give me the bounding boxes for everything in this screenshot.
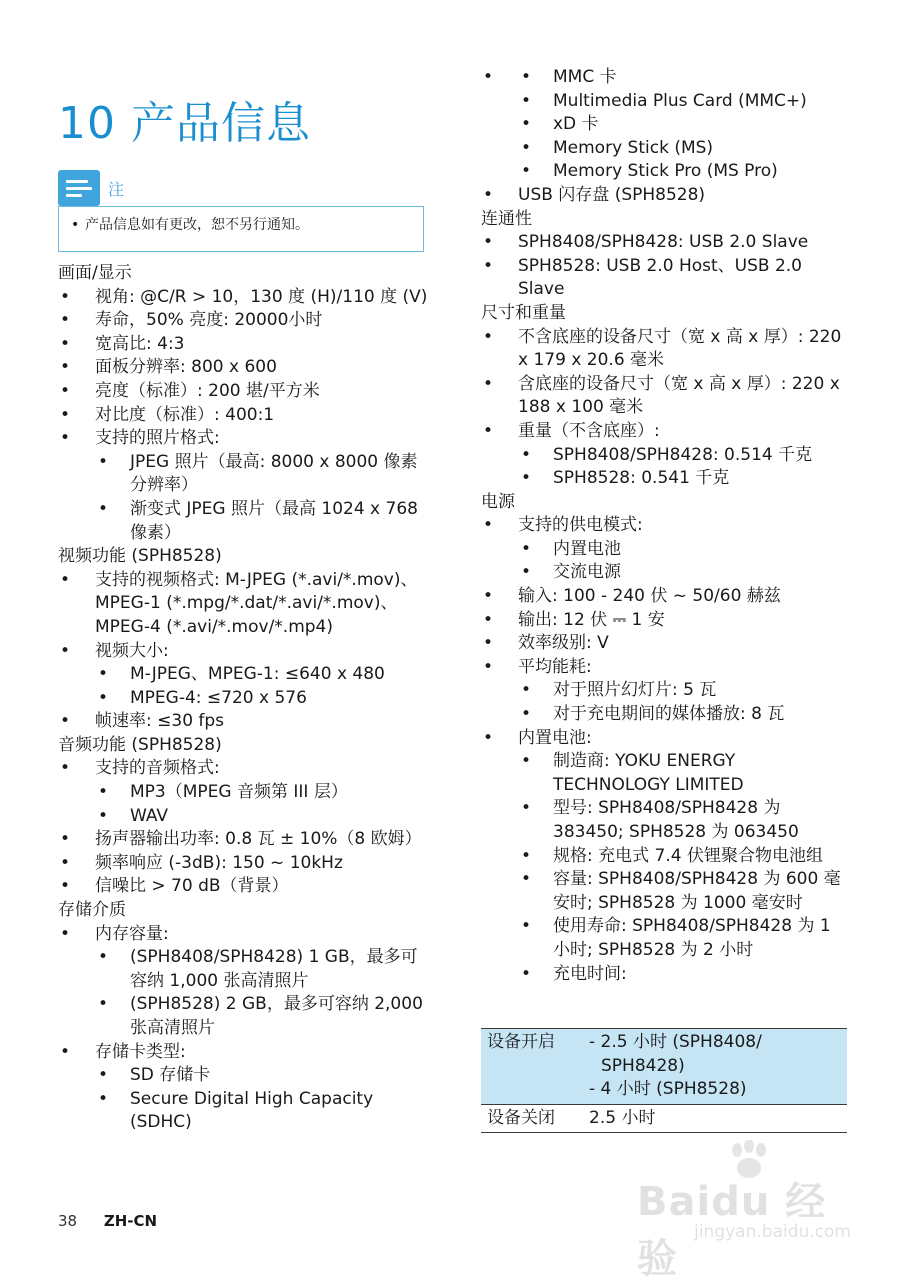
section-heading-video: 视频功能 (SPH8528) xyxy=(58,546,222,567)
sub-list-item: • • MMC 卡 xyxy=(518,66,851,90)
language-code: ZH-CN xyxy=(103,1212,158,1230)
page-footer xyxy=(58,1212,157,1230)
section-heading-power: 电源 xyxy=(481,491,515,512)
sub-list-item: • JPEG 照片（最高: 8000 x 8000 像素分辨率） xyxy=(95,451,430,498)
sub-list-item: • Memory Stick (MS) xyxy=(518,137,851,161)
list-item: • USB 闪存盘 (SPH8528) xyxy=(481,184,851,208)
sub-list-item: • (SPH8528) 2 GB，最多可容纳 2,000 张高清照片 xyxy=(95,993,430,1040)
list-item: • 含底座的设备尺寸（宽 x 高 x 厚）: 220 x 188 x 100 毫米 xyxy=(481,373,851,420)
left-column xyxy=(58,262,430,1135)
note-content xyxy=(58,206,424,252)
sub-list-item: • 规格: 充电式 7.4 伏锂聚合物电池组 xyxy=(518,845,851,869)
list-item: • 寿命，50% 亮度: 20000小时 xyxy=(58,309,430,333)
list-item: • 输入: 100 - 240 伏 ~ 50/60 赫兹 xyxy=(481,585,851,609)
list-item: • 扬声器输出功率: 0.8 瓦 ± 10%（8 欧姆） xyxy=(58,828,430,852)
sub-list-item: • MPEG-4: ≤720 x 576 xyxy=(95,687,430,711)
list-item: • 频率响应 (-3dB): 150 ~ 10kHz xyxy=(58,852,430,876)
note-header xyxy=(58,170,424,206)
sub-list-item: • (SPH8408/SPH8428) 1 GB，最多可容纳 1,000 张高清照片 xyxy=(95,946,430,993)
sub-list-item: • SPH8528: 0.541 千克 xyxy=(518,467,851,491)
table-cell-label: 设备开启 xyxy=(487,1032,555,1052)
sub-list-item: • 使用寿命: SPH8408/SPH8428 为 1 小时; SPH8528 为 2 小时 xyxy=(518,915,851,962)
table-row xyxy=(481,1104,847,1133)
watermark-url: jingyan.baidu.com xyxy=(694,1222,851,1242)
table-row xyxy=(481,1029,847,1105)
list-item: • 视频大小: • M-JPEG、MPEG-1: ≤640 x 480 • MPEG-4: ≤720 x 576 xyxy=(58,640,430,711)
list-item: • 重量（不含底座）: • SPH8408/SPH8428: 0.514 千克 • SPH8528: 0.541 千克 xyxy=(481,420,851,491)
section-heading-dimensions: 尺寸和重量 xyxy=(481,302,566,323)
list-item: • 信噪比 > 70 dB（背景） xyxy=(58,875,430,899)
sub-list-item: • Memory Stick Pro (MS Pro) xyxy=(518,160,851,184)
section-heading-connectivity: 连通性 xyxy=(481,208,532,229)
list-item: • 内置电池: • 制造商: YOKU ENERGY TECHNOLOGY LIMITED • 型号: SPH8408/SPH8428 为 383450; SPH8528 为 063450 • 规格: 充电式 7.4 伏锂聚合物电池组 • 容量: SPH8408/SPH8428 为 600 毫安时; SPH8528 为 1000 毫安时 • 使用寿命: SPH8408/SPH8428 为 1 小时; SPH8528 为 2 小时 • 充电时间: xyxy=(481,727,851,987)
list-item: • 宽高比: 4:3 xyxy=(58,333,430,357)
right-column xyxy=(481,66,851,986)
sub-list-item: • SPH8408/SPH8428: 0.514 千克 xyxy=(518,444,851,468)
list-item: • SPH8528: USB 2.0 Host、USB 2.0 Slave xyxy=(481,255,851,302)
page-number: 38 xyxy=(58,1212,78,1230)
baidu-watermark xyxy=(637,1140,857,1282)
list-item: • SPH8408/SPH8428: USB 2.0 Slave xyxy=(481,231,851,255)
sub-list-item: • MP3（MPEG 音频第 III 层） xyxy=(95,781,430,805)
table-cell-value: 2.5 小时 xyxy=(589,1107,656,1128)
list-item: • 平均能耗: • 对于照片幻灯片: 5 瓦 • 对于充电期间的媒体播放: 8 瓦 xyxy=(481,656,851,727)
list-item: • 亮度（标准）: 200 堪/平方米 xyxy=(58,380,430,404)
list-item-continued xyxy=(481,66,851,184)
sub-list-item: • 型号: SPH8408/SPH8428 为 383450; SPH8528 为 063450 xyxy=(518,797,851,844)
list-item: • 支持的照片格式: • JPEG 照片（最高: 8000 x 8000 像素分辨率） • 渐变式 JPEG 照片（最高 1024 x 768 像素） xyxy=(58,427,430,545)
section-heading-audio: 音频功能 (SPH8528) xyxy=(58,734,222,755)
sub-list-item: • 充电时间: xyxy=(518,963,851,987)
watermark-logo-text: Baidu 经验 xyxy=(637,1179,827,1282)
sub-list-item: • 渐变式 JPEG 照片（最高 1024 x 768 像素） xyxy=(95,498,430,545)
list-item: • 不含底座的设备尺寸（宽 x 高 x 厚）: 220 x 179 x 20.6 毫米 xyxy=(481,326,851,373)
section-heading-storage: 存储介质 xyxy=(58,900,126,921)
list-item: • 内存容量: • (SPH8408/SPH8428) 1 GB，最多可容纳 1,000 张高清照片 • (SPH8528) 2 GB，最多可容纳 2,000 张高清照片 xyxy=(58,923,430,1041)
sub-list-item: • SD 存储卡 xyxy=(95,1064,430,1088)
sub-list-item: • 制造商: YOKU ENERGY TECHNOLOGY LIMITED xyxy=(518,750,851,797)
section-heading-display: 画面/显示 xyxy=(58,263,132,283)
list-item: • 帧速率: ≤30 fps xyxy=(58,710,430,734)
sub-list-item: • Secure Digital High Capacity (SDHC) xyxy=(95,1088,430,1135)
sub-list-item: • M-JPEG、MPEG-1: ≤640 x 480 xyxy=(95,663,430,687)
page-title: 10 产品信息 xyxy=(58,98,311,150)
list-item: • 对比度（标准）: 400:1 xyxy=(58,404,430,428)
sub-list-item: • Multimedia Plus Card (MMC+) xyxy=(518,90,851,114)
sub-list-item: • 交流电源 xyxy=(518,561,851,585)
sub-list-item: • 内置电池 xyxy=(518,538,851,562)
sub-list-item: • 对于充电期间的媒体播放: 8 瓦 xyxy=(518,703,851,727)
list-item: • 面板分辨率: 800 x 600 xyxy=(58,356,430,380)
sub-list-item: • xD 卡 xyxy=(518,113,851,137)
sub-list-item: • WAV xyxy=(95,805,430,829)
note-icon xyxy=(58,170,100,206)
list-item: • 存储卡类型: • SD 存储卡 • Secure Digital High Capacity (SDHC) xyxy=(58,1041,430,1135)
list-item: • 支持的音频格式: • MP3（MPEG 音频第 III 层） • WAV xyxy=(58,757,430,828)
list-item: • 效率级别: V xyxy=(481,632,851,656)
sub-list-item: • 容量: SPH8408/SPH8428 为 600 毫安时; SPH8528 为 1000 毫安时 xyxy=(518,868,851,915)
list-item: • 支持的供电模式: • 内置电池 • 交流电源 xyxy=(481,514,851,585)
note-item: • 产品信息如有更改，恕不另行通知。 xyxy=(69,215,411,235)
list-item: • 视角: @C/R > 10，130 度 (H)/110 度 (V) xyxy=(58,286,430,310)
sub-list-item: • 对于照片幻灯片: 5 瓦 xyxy=(518,679,851,703)
list-item: • 支持的视频格式: M-JPEG (*.avi/*.mov)、MPEG-1 (*.mpg/*.dat/*.avi/*.mov)、MPEG-4 (*.avi/*.mov/*.mp4) xyxy=(58,569,430,640)
list-item: • 输出: 12 伏 ⎓ 1 安 xyxy=(481,609,851,633)
note-label: 注 xyxy=(108,179,125,199)
note-box xyxy=(58,170,424,252)
table-cell-value: - 2.5 小时 (SPH8408/ SPH8428) - 4 小时 (SPH8528) xyxy=(589,1032,762,1100)
charging-time-table xyxy=(481,1028,847,1133)
table-cell-label: 设备关闭 xyxy=(487,1107,555,1128)
